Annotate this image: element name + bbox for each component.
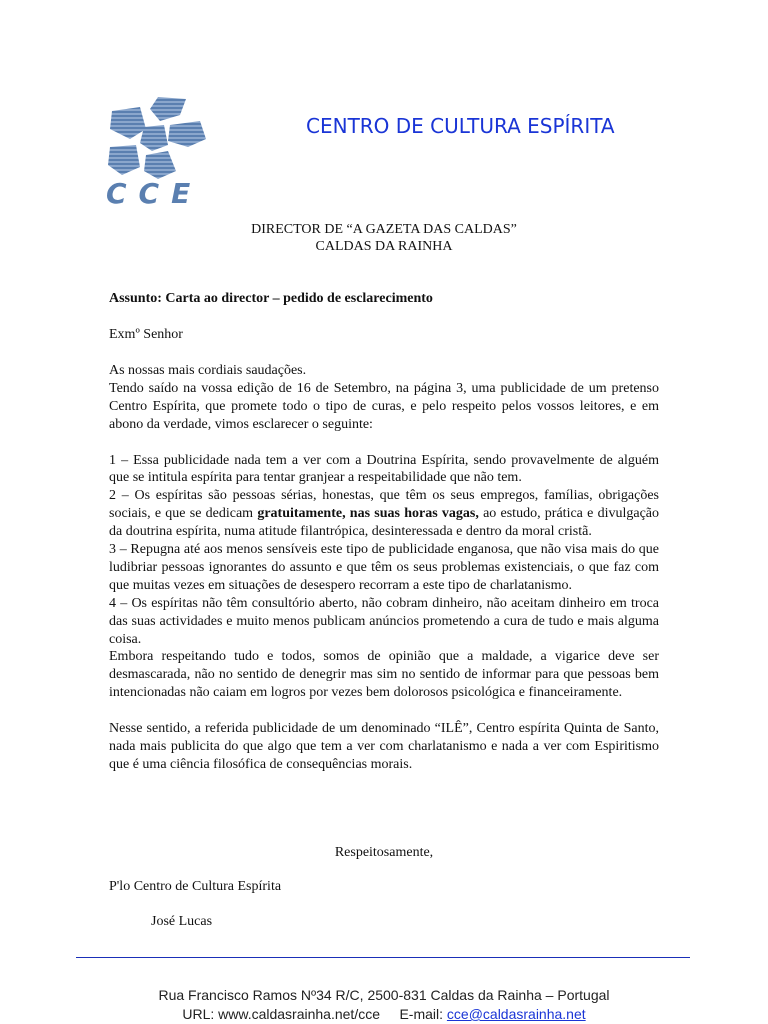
point-3-paragraph: 3 – Repugna até aos menos sensíveis este tipo de publicidade enganosa, que não visa mais do que ludibriar pessoas ignorantes do assunto e que têm os seus problemas existenciais, o que faz com que muitas vezes em situações de desespero recorram a este tipo de charlatanismo. [109,542,659,593]
signature-organization: P'lo Centro de Cultura Espírita [109,879,282,894]
paragraph-spacer [109,434,659,452]
footer-url: URL: www.caldasrainha.net/cce [182,1006,380,1022]
cce-logo [106,95,208,215]
closing-text: Respeitosamente, [334,845,434,860]
logo-petals-icon [106,95,208,180]
subject-line: Assunto: Carta ao director – pedido de esclarecimento [109,291,433,306]
logo-letters: CCE [106,177,203,210]
salutation: Exmº Senhor [109,327,183,342]
point-2-emphasis: gratuitamente, nas suas horas vagas, [257,506,479,522]
footer-address: Rua Francisco Ramos Nº34 R/C, 2500-831 Caldas da Rainha – Portugal [158,987,610,1003]
addressee-block [0,221,768,255]
footer-email-link[interactable]: cce@caldasrainha.net [446,1006,586,1022]
footer-divider [76,957,690,958]
intro-paragraph: Tendo saído na vossa edição de 16 de Setembro, na página 3, uma publicidade de um pretenso Centro Espírita, que promete todo o tipo de curas, e pelo respeito pelos vossos leitores, e em abono da verdade, vimos esclarecer o seguinte: [109,380,659,432]
footer-email-label: E-mail: [399,1006,444,1022]
conclusion-paragraph: Nesse sentido, a referida publicidade de um denominado “ILÊ”, Centro espírita Quinta de Santo, nada mais publicita do que algo que tem a ver com charlatanismo e nada a ver com Espiritismo que é uma ciência filosófica de consequências morais. [109,721,659,772]
greeting-paragraph: As nossas mais cordiais saudações. [109,363,307,378]
closing-line [0,845,768,861]
signature-name: José Lucas [151,914,213,929]
point-2-text-b: ao estudo, prática e divulgação da doutrina espírita, numa atitude filantrópica, desinteressada e dentro da moral cristã. [109,506,659,540]
respect-paragraph: Embora respeitando tudo e todos, somos de opinião que a maldade, a vigarice deve ser desmascarada, não no sentido de denegrir mas sim no sentido de informar para que pessoas bem intencionadas não caiam em logros por vezes bem dolorosos psicológica e financeiramente. [109,649,659,701]
footer-contact-line [0,1005,768,1024]
addressee-line-2: CALDAS DA RAINHA [315,239,453,254]
paragraph-spacer [109,702,659,720]
addressee-line-1: DIRECTOR DE “A GAZETA DAS CALDAS” [251,222,517,237]
point-2-paragraph [109,487,659,541]
point-4-paragraph: 4 – Os espíritas não têm consultório aberto, não cobram dinheiro, não aceitam dinheiro em troca das suas actividades e muito menos publicam anúncios prometendo a cura de tudo e mais alguma coisa. [109,595,659,647]
letter-body [109,362,659,774]
footer [0,986,768,1024]
organization-title: CENTRO DE CULTURA ESPÍRITA [306,114,615,138]
point-1-paragraph: 1 – Essa publicidade nada tem a ver com a Doutrina Espírita, sendo provavelmente de alguém que se intitula espírita para tentar granjear a respeitabilidade que não tem. [109,452,659,486]
point-2-text-a: 2 – Os espíritas são pessoas sérias, honestas, que têm os seus empregos, famílias, obrigações sociais, e que se dedicam [109,488,659,522]
